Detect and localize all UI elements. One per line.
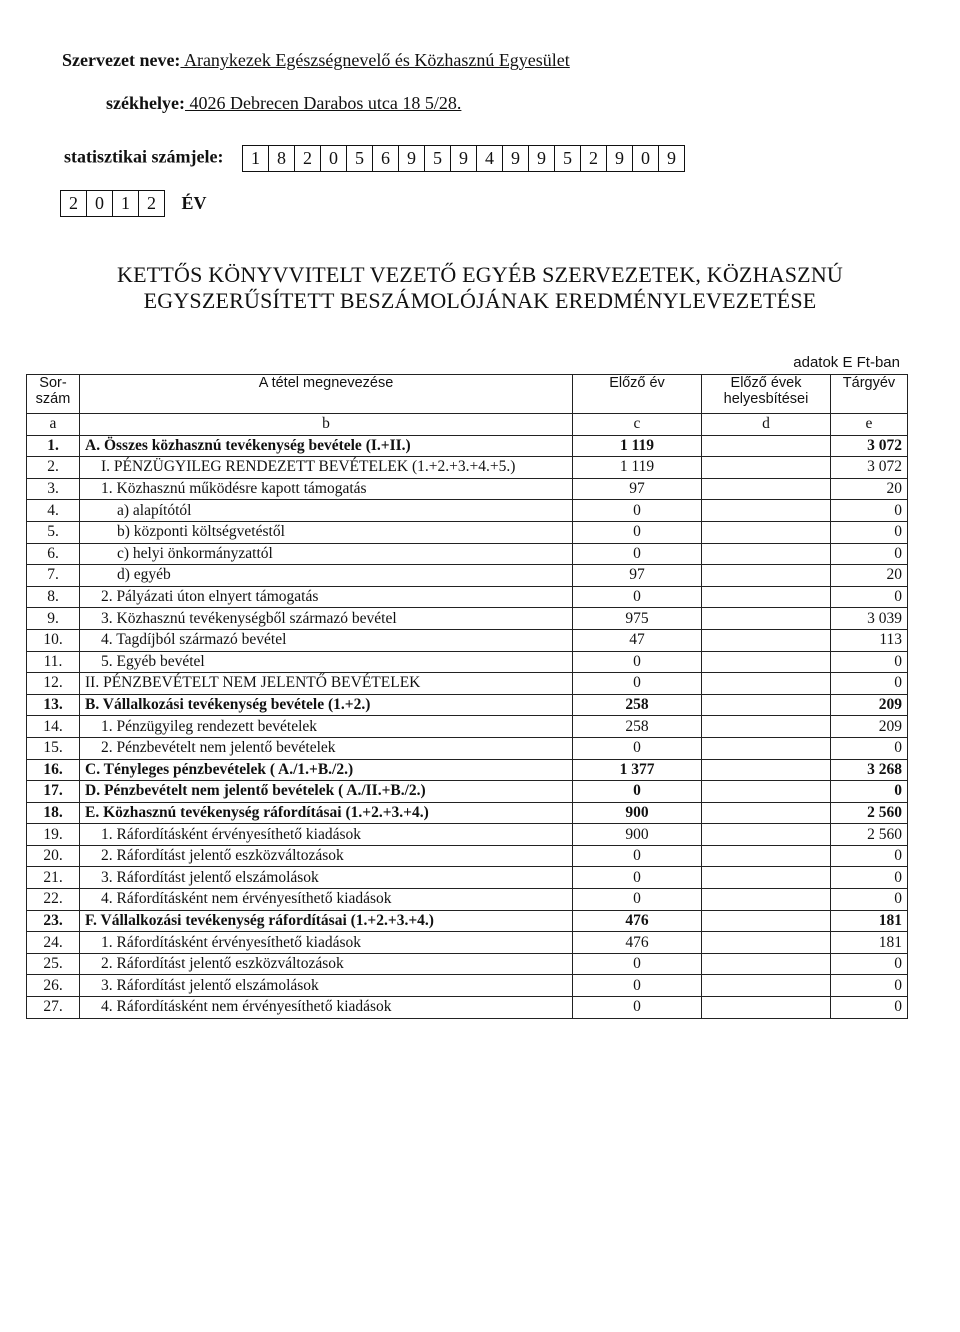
row-current-year-cell: 0 [831, 543, 908, 565]
row-current-year-cell: 181 [831, 910, 908, 932]
row-previous-year-cell: 0 [573, 953, 702, 975]
row-previous-year-cell: 0 [573, 673, 702, 695]
row-name-cell: 3. Ráfordítást jelentő elszámolások [80, 867, 573, 889]
stat-digit-box-2: 8 [269, 146, 295, 171]
row-number-cell: 26. [27, 975, 80, 997]
row-current-year-cell: 0 [831, 889, 908, 911]
row-number-cell: 23. [27, 910, 80, 932]
row-previous-year-cell: 258 [573, 694, 702, 716]
stat-digit-box-9: 9 [451, 146, 477, 171]
document-title-line-2: EGYSZERŰSÍTETT BESZÁMOLÓJÁNAK EREDMÉNYLEVEZETÉSE [143, 288, 817, 313]
row-previous-year-cell: 900 [573, 824, 702, 846]
row-current-year-cell: 0 [831, 500, 908, 522]
row-number-cell: 3. [27, 478, 80, 500]
row-number-cell: 22. [27, 889, 80, 911]
row-correction-cell [702, 457, 831, 479]
stat-digit-box-15: 9 [607, 146, 633, 171]
row-previous-year-cell: 0 [573, 543, 702, 565]
letter-b: b [80, 414, 573, 436]
row-number-cell: 21. [27, 867, 80, 889]
table-row [27, 759, 908, 781]
table-row [27, 997, 908, 1019]
row-correction-cell [702, 975, 831, 997]
table-row [27, 651, 908, 673]
year-digit-box-4: 2 [147, 193, 156, 213]
row-number-cell: 14. [27, 716, 80, 738]
units-note: adatok E Ft-ban [793, 354, 900, 371]
stat-digit-box-17: 9 [666, 148, 676, 168]
row-current-year-cell: 20 [831, 565, 908, 587]
row-name-cell: d) egyéb [80, 565, 573, 587]
row-current-year-cell: 3 072 [831, 435, 908, 457]
letter-c: c [573, 414, 702, 436]
year-line [60, 190, 207, 217]
row-number-cell: 27. [27, 997, 80, 1019]
row-number-cell: 12. [27, 673, 80, 695]
letter-e: e [831, 414, 908, 436]
row-name-cell: 1. Pénzügyileg rendezett bevételek [80, 716, 573, 738]
row-previous-year-cell: 97 [573, 565, 702, 587]
year-label: ÉV [181, 193, 207, 213]
row-current-year-cell: 209 [831, 716, 908, 738]
row-previous-year-cell: 47 [573, 629, 702, 651]
row-number-cell: 13. [27, 694, 80, 716]
row-correction-cell [702, 867, 831, 889]
row-correction-cell [702, 694, 831, 716]
header-row-number: Sor-szám [27, 375, 80, 414]
row-correction-cell [702, 629, 831, 651]
row-number-cell: 4. [27, 500, 80, 522]
row-correction-cell [702, 478, 831, 500]
document-title-line-1: KETTŐS KÖNYVVITELT VEZETŐ EGYÉB SZERVEZETEK, KÖZHASZNÚ [116, 262, 843, 287]
row-correction-cell [702, 586, 831, 608]
row-name-cell: 4. Ráfordításként nem érvényesíthető kiadások [80, 997, 573, 1019]
table-row [27, 889, 908, 911]
year-digit-box-2: 0 [87, 191, 113, 216]
row-previous-year-cell: 258 [573, 716, 702, 738]
row-current-year-cell: 2 560 [831, 802, 908, 824]
row-previous-year-cell: 0 [573, 521, 702, 543]
stat-number-label: statisztikai számjele: [64, 146, 224, 167]
row-number-cell: 16. [27, 759, 80, 781]
row-name-cell: I. PÉNZÜGYILEG RENDEZETT BEVÉTELEK (1.+2.+3.+4.+5.) [80, 457, 573, 479]
row-correction-cell [702, 543, 831, 565]
row-number-cell: 9. [27, 608, 80, 630]
row-correction-cell [702, 673, 831, 695]
row-name-cell: F. Vállalkozási tevékenység ráfordításai (1.+2.+3.+4.) [80, 910, 573, 932]
row-number-cell: 7. [27, 565, 80, 587]
org-name-label: Szervezet neve: [62, 50, 181, 70]
row-name-cell: 4. Tagdíjból származó bevétel [80, 629, 573, 651]
row-current-year-cell: 0 [831, 586, 908, 608]
row-correction-cell [702, 759, 831, 781]
year-digit-box-1: 2 [61, 191, 87, 216]
header-previous-year: Előző év [573, 375, 702, 414]
table-letter-row [27, 414, 908, 436]
row-name-cell: a) alapítótól [80, 500, 573, 522]
row-current-year-cell: 181 [831, 932, 908, 954]
letter-a: a [27, 414, 80, 436]
table-row [27, 932, 908, 954]
row-name-cell: 2. Pénzbevételt nem jelentő bevételek [80, 737, 573, 759]
letter-d: d [702, 414, 831, 436]
table-row [27, 500, 908, 522]
row-number-cell: 24. [27, 932, 80, 954]
row-number-cell: 15. [27, 737, 80, 759]
stat-digit-box-4: 0 [321, 146, 347, 171]
table-row [27, 716, 908, 738]
row-name-cell: 4. Ráfordításként nem érvényesíthető kiadások [80, 889, 573, 911]
table-header-row [27, 375, 908, 414]
row-current-year-cell: 209 [831, 694, 908, 716]
table-row [27, 608, 908, 630]
row-previous-year-cell: 0 [573, 997, 702, 1019]
row-number-cell: 8. [27, 586, 80, 608]
table-row [27, 737, 908, 759]
org-seat-value: 4026 Debrecen Darabos utca 18 5/28. [184, 93, 462, 113]
table-row [27, 586, 908, 608]
row-name-cell: D. Pénzbevételt nem jelentő bevételek ( A./II.+B./2.) [80, 781, 573, 803]
stat-digit-box-16: 0 [633, 146, 659, 171]
org-name-value: Aranykezek Egészségnevelő és Közhasznú Egyesület [180, 50, 570, 70]
row-correction-cell [702, 910, 831, 932]
row-correction-cell [702, 500, 831, 522]
row-current-year-cell: 0 [831, 953, 908, 975]
stat-digit-box-1: 1 [243, 146, 269, 171]
income-statement-table [26, 374, 908, 1019]
row-correction-cell [702, 781, 831, 803]
row-name-cell: 1. Ráfordításként érvényesíthető kiadások [80, 824, 573, 846]
row-correction-cell [702, 845, 831, 867]
row-current-year-cell: 2 560 [831, 824, 908, 846]
row-name-cell: 3. Ráfordítást jelentő elszámolások [80, 975, 573, 997]
row-previous-year-cell: 1 119 [573, 435, 702, 457]
year-digit-box-3: 1 [113, 191, 139, 216]
header-current-year: Tárgyév [831, 375, 908, 414]
row-previous-year-cell: 476 [573, 932, 702, 954]
table-row [27, 781, 908, 803]
table-row [27, 802, 908, 824]
table-row [27, 565, 908, 587]
table-row [27, 478, 908, 500]
row-name-cell: B. Vállalkozási tevékenység bevétele (1.+2.) [80, 694, 573, 716]
row-name-cell: E. Közhasznú tevékenység ráfordításai (1.+2.+3.+4.) [80, 802, 573, 824]
row-previous-year-cell: 0 [573, 781, 702, 803]
row-correction-cell [702, 889, 831, 911]
row-correction-cell [702, 802, 831, 824]
row-name-cell: C. Tényleges pénzbevételek ( A./1.+B./2.) [80, 759, 573, 781]
row-name-cell: 5. Egyéb bevétel [80, 651, 573, 673]
row-current-year-cell: 0 [831, 737, 908, 759]
stat-digit-box-11: 9 [503, 146, 529, 171]
row-previous-year-cell: 0 [573, 845, 702, 867]
row-current-year-cell: 3 039 [831, 608, 908, 630]
row-current-year-cell: 0 [831, 997, 908, 1019]
row-name-cell: 2. Ráfordítást jelentő eszközváltozások [80, 845, 573, 867]
stat-digit-box-10: 4 [477, 146, 503, 171]
table-row [27, 910, 908, 932]
row-correction-cell [702, 953, 831, 975]
table-row [27, 673, 908, 695]
row-correction-cell [702, 521, 831, 543]
row-previous-year-cell: 0 [573, 737, 702, 759]
table-row [27, 521, 908, 543]
stat-number-boxes [242, 145, 685, 172]
row-previous-year-cell: 0 [573, 586, 702, 608]
row-number-cell: 1. [27, 435, 80, 457]
row-correction-cell [702, 651, 831, 673]
row-number-cell: 5. [27, 521, 80, 543]
row-name-cell: 2. Pályázati úton elnyert támogatás [80, 586, 573, 608]
table-row [27, 845, 908, 867]
row-previous-year-cell: 0 [573, 500, 702, 522]
row-number-cell: 17. [27, 781, 80, 803]
row-current-year-cell: 0 [831, 781, 908, 803]
row-correction-cell [702, 824, 831, 846]
table-row [27, 543, 908, 565]
row-previous-year-cell: 0 [573, 889, 702, 911]
stat-digit-box-6: 6 [373, 146, 399, 171]
row-previous-year-cell: 900 [573, 802, 702, 824]
row-name-cell: c) helyi önkormányzattól [80, 543, 573, 565]
row-current-year-cell: 0 [831, 651, 908, 673]
row-name-cell: 2. Ráfordítást jelentő eszközváltozások [80, 953, 573, 975]
row-number-cell: 2. [27, 457, 80, 479]
table-row [27, 629, 908, 651]
table-row [27, 694, 908, 716]
row-correction-cell [702, 608, 831, 630]
table-row [27, 975, 908, 997]
row-previous-year-cell: 0 [573, 867, 702, 889]
row-number-cell: 6. [27, 543, 80, 565]
row-number-cell: 11. [27, 651, 80, 673]
row-correction-cell [702, 932, 831, 954]
document-title [0, 262, 960, 314]
row-name-cell: 1. Közhasznú működésre kapott támogatás [80, 478, 573, 500]
row-current-year-cell: 20 [831, 478, 908, 500]
row-correction-cell [702, 716, 831, 738]
row-previous-year-cell: 1 119 [573, 457, 702, 479]
org-seat-label: székhelye: [106, 93, 185, 113]
row-current-year-cell: 0 [831, 867, 908, 889]
row-current-year-cell: 0 [831, 521, 908, 543]
year-boxes [60, 190, 165, 217]
stat-digit-box-13: 5 [555, 146, 581, 171]
row-name-cell: 3. Közhasznú tevékenységből származó bevétel [80, 608, 573, 630]
row-current-year-cell: 0 [831, 975, 908, 997]
row-number-cell: 18. [27, 802, 80, 824]
row-previous-year-cell: 0 [573, 651, 702, 673]
row-current-year-cell: 0 [831, 845, 908, 867]
row-current-year-cell: 3 268 [831, 759, 908, 781]
stat-number-line [64, 145, 685, 172]
row-number-cell: 25. [27, 953, 80, 975]
row-current-year-cell: 0 [831, 673, 908, 695]
table-row [27, 457, 908, 479]
row-previous-year-cell: 97 [573, 478, 702, 500]
row-previous-year-cell: 975 [573, 608, 702, 630]
row-correction-cell [702, 737, 831, 759]
row-number-cell: 10. [27, 629, 80, 651]
org-name-line [62, 50, 570, 71]
row-correction-cell [702, 997, 831, 1019]
stat-digit-box-12: 9 [529, 146, 555, 171]
row-correction-cell [702, 435, 831, 457]
row-previous-year-cell: 0 [573, 975, 702, 997]
stat-digit-box-3: 2 [295, 146, 321, 171]
table-row [27, 435, 908, 457]
stat-digit-box-14: 2 [581, 146, 607, 171]
row-name-cell: II. PÉNZBEVÉTELT NEM JELENTŐ BEVÉTELEK [80, 673, 573, 695]
header-previous-corrections: Előző évek helyesbítései [702, 375, 831, 414]
row-previous-year-cell: 476 [573, 910, 702, 932]
row-name-cell: 1. Ráfordításként érvényesíthető kiadások [80, 932, 573, 954]
table-row [27, 824, 908, 846]
row-previous-year-cell: 1 377 [573, 759, 702, 781]
row-correction-cell [702, 565, 831, 587]
table-row [27, 953, 908, 975]
stat-digit-box-8: 5 [425, 146, 451, 171]
row-number-cell: 19. [27, 824, 80, 846]
org-seat-line [106, 93, 461, 114]
row-name-cell: b) központi költségvetéstől [80, 521, 573, 543]
stat-digit-box-5: 5 [347, 146, 373, 171]
row-name-cell: A. Összes közhasznú tevékenység bevétele (I.+II.) [80, 435, 573, 457]
row-number-cell: 20. [27, 845, 80, 867]
header-item-name: A tétel megnevezése [80, 375, 573, 414]
table-row [27, 867, 908, 889]
row-current-year-cell: 113 [831, 629, 908, 651]
row-current-year-cell: 3 072 [831, 457, 908, 479]
stat-digit-box-7: 9 [399, 146, 425, 171]
